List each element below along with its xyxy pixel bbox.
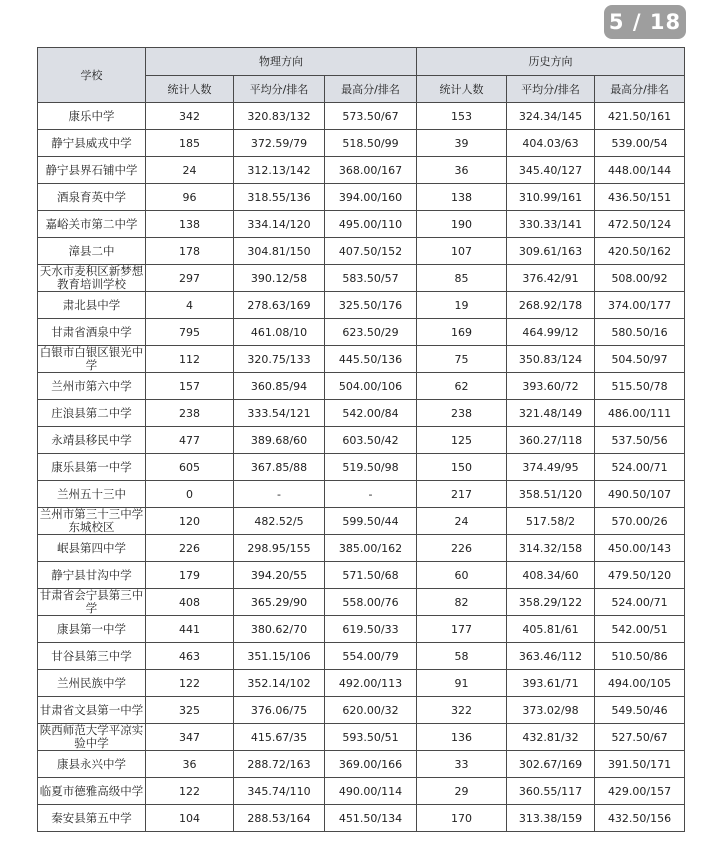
history-count-cell: 322 — [417, 697, 507, 724]
physics-max-cell: 385.00/162 — [325, 535, 417, 562]
school-name-cell: 秦安县第五中学 — [38, 805, 146, 832]
physics-avg-cell: 461.08/10 — [234, 319, 325, 346]
physics-count-cell: 185 — [146, 130, 234, 157]
history-avg-cell: 302.67/169 — [507, 751, 595, 778]
school-name-cell: 康乐中学 — [38, 103, 146, 130]
physics-avg-cell: 334.14/120 — [234, 211, 325, 238]
history-avg-cell: 405.81/61 — [507, 616, 595, 643]
history-max-cell: 537.50/56 — [595, 427, 685, 454]
history-avg-cell: 310.99/161 — [507, 184, 595, 211]
school-name-cell: 白银市白银区银光中学 — [38, 346, 146, 373]
physics-avg-cell: 365.29/90 — [234, 589, 325, 616]
header-physics-count: 统计人数 — [146, 76, 234, 103]
history-avg-cell: 360.55/117 — [507, 778, 595, 805]
physics-count-cell: 179 — [146, 562, 234, 589]
header-physics: 物理方向 — [146, 48, 417, 76]
physics-max-cell: 504.00/106 — [325, 373, 417, 400]
physics-count-cell: 104 — [146, 805, 234, 832]
physics-max-cell: 518.50/99 — [325, 130, 417, 157]
table-row — [38, 535, 685, 562]
history-count-cell: 24 — [417, 508, 507, 535]
history-avg-cell: 358.51/120 — [507, 481, 595, 508]
history-count-cell: 170 — [417, 805, 507, 832]
table-row — [38, 643, 685, 670]
physics-max-cell: - — [325, 481, 417, 508]
physics-max-cell: 554.00/79 — [325, 643, 417, 670]
history-max-cell: 549.50/46 — [595, 697, 685, 724]
table-row — [38, 265, 685, 292]
table-row — [38, 751, 685, 778]
physics-max-cell: 599.50/44 — [325, 508, 417, 535]
history-count-cell: 36 — [417, 157, 507, 184]
history-max-cell: 494.00/105 — [595, 670, 685, 697]
history-avg-cell: 393.61/71 — [507, 670, 595, 697]
physics-max-cell: 623.50/29 — [325, 319, 417, 346]
table-row — [38, 292, 685, 319]
table-row — [38, 778, 685, 805]
history-max-cell: 374.00/177 — [595, 292, 685, 319]
physics-avg-cell: 320.83/132 — [234, 103, 325, 130]
history-max-cell: 486.00/111 — [595, 400, 685, 427]
physics-avg-cell: 394.20/55 — [234, 562, 325, 589]
history-avg-cell: 358.29/122 — [507, 589, 595, 616]
physics-count-cell: 157 — [146, 373, 234, 400]
physics-avg-cell: 376.06/75 — [234, 697, 325, 724]
table-row — [38, 508, 685, 535]
history-max-cell: 472.50/124 — [595, 211, 685, 238]
history-max-cell: 570.00/26 — [595, 508, 685, 535]
history-avg-cell: 408.34/60 — [507, 562, 595, 589]
history-avg-cell: 376.42/91 — [507, 265, 595, 292]
physics-count-cell: 342 — [146, 103, 234, 130]
school-name-cell: 甘肃省会宁县第三中学 — [38, 589, 146, 616]
table-row — [38, 427, 685, 454]
physics-max-cell: 451.50/134 — [325, 805, 417, 832]
history-count-cell: 217 — [417, 481, 507, 508]
physics-max-cell: 593.50/51 — [325, 724, 417, 751]
history-avg-cell: 360.27/118 — [507, 427, 595, 454]
physics-count-cell: 112 — [146, 346, 234, 373]
physics-avg-cell: 380.62/70 — [234, 616, 325, 643]
physics-avg-cell: 390.12/58 — [234, 265, 325, 292]
history-avg-cell: 374.49/95 — [507, 454, 595, 481]
history-avg-cell: 314.32/158 — [507, 535, 595, 562]
school-name-cell: 康县永兴中学 — [38, 751, 146, 778]
school-name-cell: 漳县二中 — [38, 238, 146, 265]
physics-max-cell: 619.50/33 — [325, 616, 417, 643]
school-name-cell: 肃北县中学 — [38, 292, 146, 319]
history-avg-cell: 350.83/124 — [507, 346, 595, 373]
physics-count-cell: 120 — [146, 508, 234, 535]
history-count-cell: 33 — [417, 751, 507, 778]
table-row — [38, 211, 685, 238]
physics-avg-cell: 298.95/155 — [234, 535, 325, 562]
history-count-cell: 136 — [417, 724, 507, 751]
history-count-cell: 39 — [417, 130, 507, 157]
table-row — [38, 103, 685, 130]
physics-count-cell: 238 — [146, 400, 234, 427]
table-row — [38, 157, 685, 184]
history-max-cell: 539.00/54 — [595, 130, 685, 157]
history-count-cell: 238 — [417, 400, 507, 427]
physics-avg-cell: 288.72/163 — [234, 751, 325, 778]
table-row — [38, 319, 685, 346]
history-count-cell: 138 — [417, 184, 507, 211]
school-name-cell: 康县第一中学 — [38, 616, 146, 643]
history-avg-cell: 517.58/2 — [507, 508, 595, 535]
history-max-cell: 527.50/67 — [595, 724, 685, 751]
physics-max-cell: 620.00/32 — [325, 697, 417, 724]
physics-avg-cell: 372.59/79 — [234, 130, 325, 157]
history-max-cell: 524.00/71 — [595, 589, 685, 616]
physics-avg-cell: 482.52/5 — [234, 508, 325, 535]
physics-avg-cell: 304.81/150 — [234, 238, 325, 265]
history-avg-cell: 464.99/12 — [507, 319, 595, 346]
history-max-cell: 421.50/161 — [595, 103, 685, 130]
history-avg-cell: 330.33/141 — [507, 211, 595, 238]
physics-count-cell: 122 — [146, 778, 234, 805]
history-max-cell: 448.00/144 — [595, 157, 685, 184]
table-row — [38, 697, 685, 724]
history-count-cell: 75 — [417, 346, 507, 373]
physics-count-cell: 408 — [146, 589, 234, 616]
school-name-cell: 天水市麦积区新梦想教育培训学校 — [38, 265, 146, 292]
physics-count-cell: 463 — [146, 643, 234, 670]
physics-count-cell: 297 — [146, 265, 234, 292]
table-row — [38, 589, 685, 616]
table-row — [38, 400, 685, 427]
physics-max-cell: 394.00/160 — [325, 184, 417, 211]
history-avg-cell: 393.60/72 — [507, 373, 595, 400]
table-row — [38, 724, 685, 751]
physics-max-cell: 325.50/176 — [325, 292, 417, 319]
school-name-cell: 临夏市德雅高级中学 — [38, 778, 146, 805]
history-max-cell: 542.00/51 — [595, 616, 685, 643]
physics-max-cell: 495.00/110 — [325, 211, 417, 238]
physics-max-cell: 407.50/152 — [325, 238, 417, 265]
history-max-cell: 524.00/71 — [595, 454, 685, 481]
physics-count-cell: 24 — [146, 157, 234, 184]
school-name-cell: 永靖县移民中学 — [38, 427, 146, 454]
history-avg-cell: 321.48/149 — [507, 400, 595, 427]
physics-count-cell: 226 — [146, 535, 234, 562]
school-name-cell: 嘉峪关市第二中学 — [38, 211, 146, 238]
header-row-groups — [38, 48, 685, 76]
physics-avg-cell: 288.53/164 — [234, 805, 325, 832]
history-count-cell: 226 — [417, 535, 507, 562]
history-count-cell: 60 — [417, 562, 507, 589]
history-avg-cell: 268.92/178 — [507, 292, 595, 319]
physics-count-cell: 138 — [146, 211, 234, 238]
school-name-cell: 岷县第四中学 — [38, 535, 146, 562]
header-history-max: 最高分/排名 — [595, 76, 685, 103]
header-school: 学校 — [38, 48, 146, 103]
physics-avg-cell: 345.74/110 — [234, 778, 325, 805]
physics-avg-cell: 367.85/88 — [234, 454, 325, 481]
physics-avg-cell: 352.14/102 — [234, 670, 325, 697]
physics-max-cell: 492.00/113 — [325, 670, 417, 697]
history-count-cell: 125 — [417, 427, 507, 454]
history-max-cell: 508.00/92 — [595, 265, 685, 292]
physics-max-cell: 542.00/84 — [325, 400, 417, 427]
history-count-cell: 150 — [417, 454, 507, 481]
table-row — [38, 805, 685, 832]
school-name-cell: 甘肃省酒泉中学 — [38, 319, 146, 346]
school-name-cell: 兰州五十三中 — [38, 481, 146, 508]
school-name-cell: 兰州市第三十三中学东城校区 — [38, 508, 146, 535]
physics-avg-cell: 312.13/142 — [234, 157, 325, 184]
history-max-cell: 490.50/107 — [595, 481, 685, 508]
history-max-cell: 479.50/120 — [595, 562, 685, 589]
history-avg-cell: 309.61/163 — [507, 238, 595, 265]
school-name-cell: 庄浪县第二中学 — [38, 400, 146, 427]
school-name-cell: 康乐县第一中学 — [38, 454, 146, 481]
history-max-cell: 515.50/78 — [595, 373, 685, 400]
physics-count-cell: 441 — [146, 616, 234, 643]
school-name-cell: 陕西师范大学平凉实验中学 — [38, 724, 146, 751]
physics-count-cell: 36 — [146, 751, 234, 778]
history-max-cell: 450.00/143 — [595, 535, 685, 562]
table-row — [38, 562, 685, 589]
header-physics-max: 最高分/排名 — [325, 76, 417, 103]
physics-max-cell: 571.50/68 — [325, 562, 417, 589]
header-physics-avg: 平均分/排名 — [234, 76, 325, 103]
physics-count-cell: 347 — [146, 724, 234, 751]
physics-count-cell: 605 — [146, 454, 234, 481]
physics-count-cell: 795 — [146, 319, 234, 346]
school-name-cell: 甘肃省文县第一中学 — [38, 697, 146, 724]
history-count-cell: 62 — [417, 373, 507, 400]
physics-avg-cell: 415.67/35 — [234, 724, 325, 751]
history-count-cell: 29 — [417, 778, 507, 805]
history-avg-cell: 373.02/98 — [507, 697, 595, 724]
history-count-cell: 19 — [417, 292, 507, 319]
history-count-cell: 190 — [417, 211, 507, 238]
school-name-cell: 兰州民族中学 — [38, 670, 146, 697]
physics-avg-cell: - — [234, 481, 325, 508]
table-row — [38, 670, 685, 697]
physics-count-cell: 4 — [146, 292, 234, 319]
physics-max-cell: 603.50/42 — [325, 427, 417, 454]
physics-avg-cell: 318.55/136 — [234, 184, 325, 211]
history-count-cell: 177 — [417, 616, 507, 643]
physics-count-cell: 0 — [146, 481, 234, 508]
header-history-count: 统计人数 — [417, 76, 507, 103]
history-max-cell: 429.00/157 — [595, 778, 685, 805]
history-max-cell: 432.50/156 — [595, 805, 685, 832]
school-name-cell: 酒泉育英中学 — [38, 184, 146, 211]
physics-avg-cell: 360.85/94 — [234, 373, 325, 400]
physics-max-cell: 368.00/167 — [325, 157, 417, 184]
table-row — [38, 454, 685, 481]
physics-count-cell: 325 — [146, 697, 234, 724]
history-count-cell: 85 — [417, 265, 507, 292]
history-count-cell: 107 — [417, 238, 507, 265]
history-max-cell: 420.50/162 — [595, 238, 685, 265]
history-count-cell: 58 — [417, 643, 507, 670]
table-row — [38, 184, 685, 211]
history-avg-cell: 432.81/32 — [507, 724, 595, 751]
history-count-cell: 91 — [417, 670, 507, 697]
page-indicator: 5 / 18 — [604, 5, 686, 39]
physics-max-cell: 490.00/114 — [325, 778, 417, 805]
table-row — [38, 616, 685, 643]
table-row — [38, 373, 685, 400]
physics-max-cell: 369.00/166 — [325, 751, 417, 778]
school-name-cell: 甘谷县第三中学 — [38, 643, 146, 670]
physics-avg-cell: 320.75/133 — [234, 346, 325, 373]
physics-max-cell: 583.50/57 — [325, 265, 417, 292]
table-row — [38, 481, 685, 508]
history-avg-cell: 324.34/145 — [507, 103, 595, 130]
history-count-cell: 82 — [417, 589, 507, 616]
physics-max-cell: 558.00/76 — [325, 589, 417, 616]
table-row — [38, 238, 685, 265]
history-max-cell: 504.50/97 — [595, 346, 685, 373]
physics-avg-cell: 333.54/121 — [234, 400, 325, 427]
history-avg-cell: 363.46/112 — [507, 643, 595, 670]
physics-count-cell: 96 — [146, 184, 234, 211]
history-max-cell: 580.50/16 — [595, 319, 685, 346]
history-avg-cell: 404.03/63 — [507, 130, 595, 157]
physics-max-cell: 445.50/136 — [325, 346, 417, 373]
physics-count-cell: 477 — [146, 427, 234, 454]
physics-avg-cell: 351.15/106 — [234, 643, 325, 670]
physics-avg-cell: 278.63/169 — [234, 292, 325, 319]
header-history: 历史方向 — [417, 48, 685, 76]
header-history-avg: 平均分/排名 — [507, 76, 595, 103]
history-avg-cell: 313.38/159 — [507, 805, 595, 832]
physics-max-cell: 573.50/67 — [325, 103, 417, 130]
physics-count-cell: 122 — [146, 670, 234, 697]
score-table — [37, 47, 685, 832]
school-name-cell: 静宁县界石铺中学 — [38, 157, 146, 184]
school-name-cell: 静宁县甘沟中学 — [38, 562, 146, 589]
history-max-cell: 391.50/171 — [595, 751, 685, 778]
history-max-cell: 436.50/151 — [595, 184, 685, 211]
physics-avg-cell: 389.68/60 — [234, 427, 325, 454]
table-row — [38, 130, 685, 157]
history-count-cell: 169 — [417, 319, 507, 346]
history-max-cell: 510.50/86 — [595, 643, 685, 670]
history-avg-cell: 345.40/127 — [507, 157, 595, 184]
history-count-cell: 153 — [417, 103, 507, 130]
physics-max-cell: 519.50/98 — [325, 454, 417, 481]
table-body — [38, 103, 685, 832]
physics-count-cell: 178 — [146, 238, 234, 265]
table-row — [38, 346, 685, 373]
school-name-cell: 静宁县威戎中学 — [38, 130, 146, 157]
school-name-cell: 兰州市第六中学 — [38, 373, 146, 400]
